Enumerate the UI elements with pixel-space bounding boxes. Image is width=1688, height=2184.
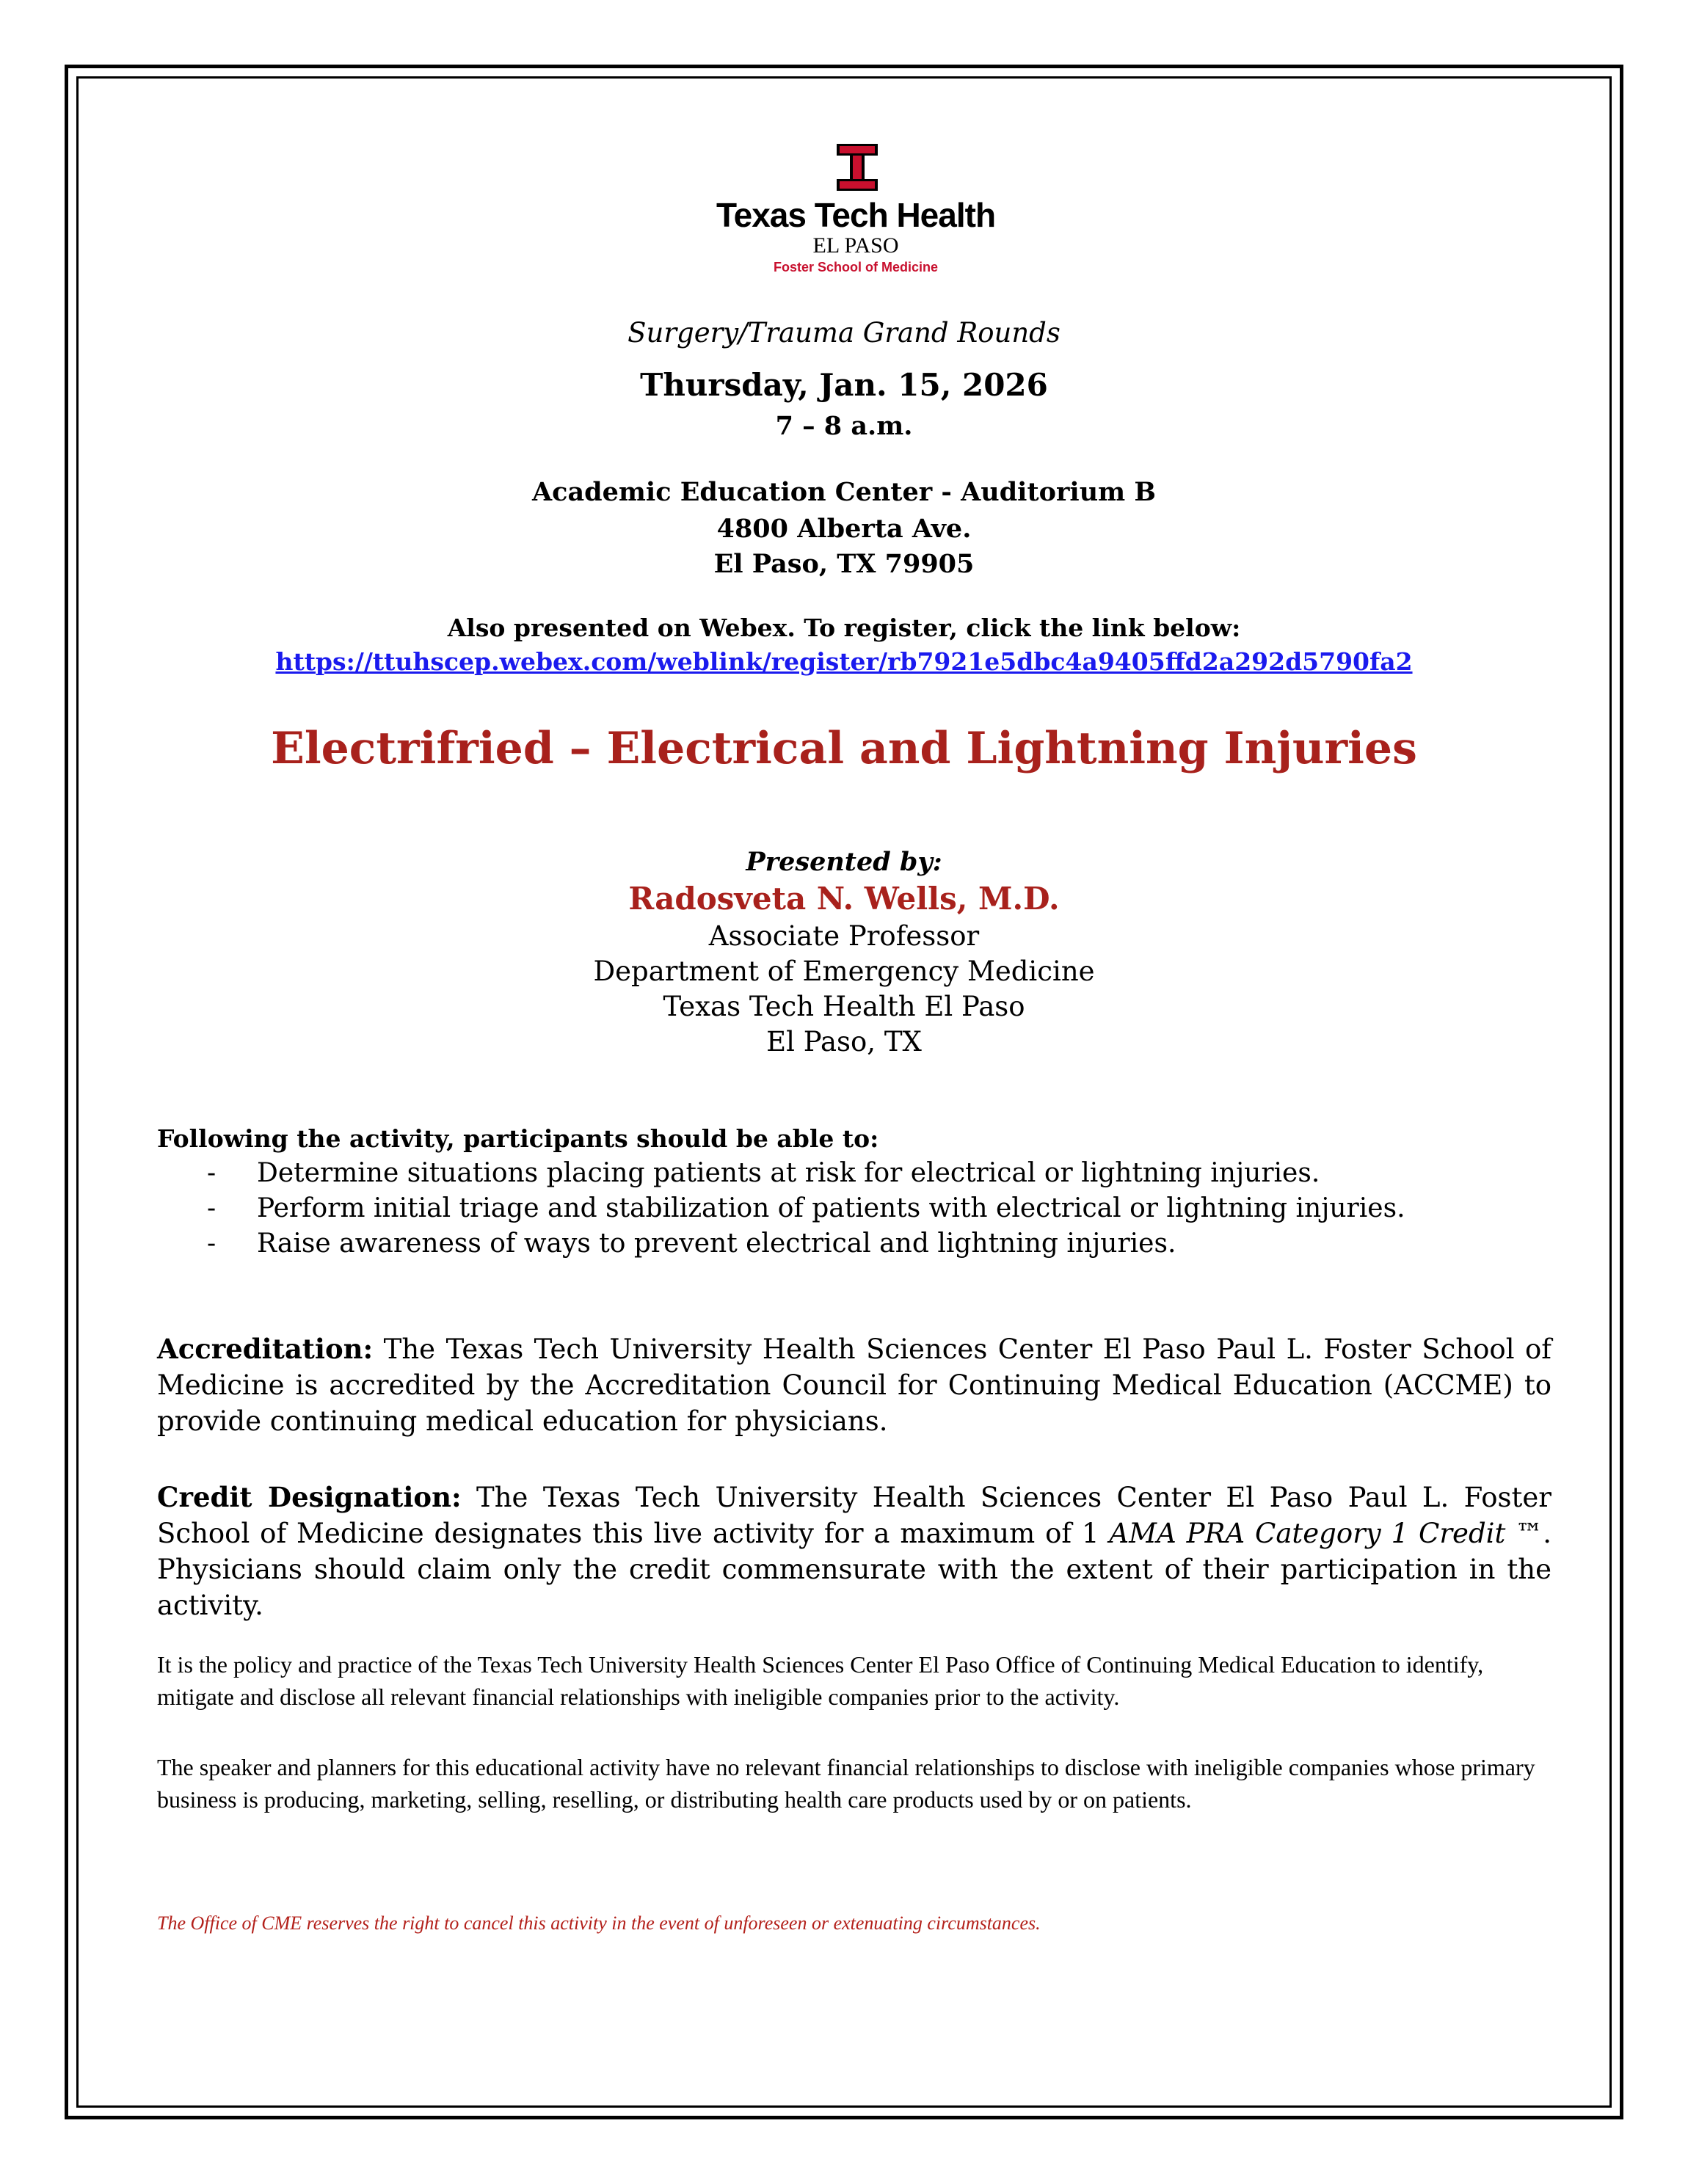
cancellation-notice: The Office of CME reserves the right to cancel this activity in the event of unforeseen or extenuating circumstances. [157,1912,1041,1934]
speaker-city: El Paso, TX [766,1026,922,1058]
credit-text-before: The Texas Tech University Health Sciences Center El Paso Paul L. Foster School of Medicine designates this live activity for a maximum of 1 [157,1482,1551,1549]
event-date: Thursday, Jan. 15, 2026 [640,367,1048,403]
texas-tech-health-logo [709,100,1003,310]
objective-text: Raise awareness of ways to prevent electrical and lightning injuries. [257,1228,1176,1259]
presented-by-label: Presented by: [746,847,942,877]
policy-statement: It is the policy and practice of the Texas Tech University Health Sciences Center El Paso Office of Continuing Medical Education to identify, mitigate and disclose all relevant financial relationships with ineligible companies prior to the activity. [157,1651,1484,1710]
speaker-title: Associate Professor [708,920,980,952]
objectives-heading: Following the activity, participants should be able to: [157,1124,879,1153]
speaker-name: Radosveta N. Wells, M.D. [628,881,1060,917]
disclosure-statement: The speaker and planners for this educational activity have no relevant financial relationships to disclose with ineligible companies whose primary business is producing, marketing, selling, reselling, or distributing health care products used by or on patients. [157,1754,1535,1813]
webex-note: Also presented on Webex. To register, click the link below: [447,614,1241,642]
location-street: 4800 Alberta Ave. [716,514,972,544]
logo-name: Texas Tech Health [716,196,996,234]
event-series: Surgery/Trauma Grand Rounds [627,317,1061,349]
credit-label: Credit Designation: [157,1481,462,1513]
speaker-department: Department of Emergency Medicine [593,956,1095,987]
credit-text-after: . Physicians should claim only the credit commensurate with the extent of their participation in the activity. [157,1518,1551,1621]
double-t-icon [835,142,879,194]
accreditation-label: Accreditation: [157,1333,374,1365]
logo-school: Foster School of Medicine [773,260,939,274]
bullet-dash: - [207,1228,217,1259]
speaker-institution: Texas Tech Health El Paso [663,991,1025,1022]
bullet-dash: - [207,1193,217,1223]
location-city: El Paso, TX 79905 [713,549,975,579]
accreditation-text: The Texas Tech University Health Sciences Center El Paso Paul L. Foster School of Medicine is accredited by the Accreditation Council for Continuing Medical Education (ACCME) to provide continuing medical education for physicians. [157,1333,1551,1437]
bullet-dash: - [207,1158,217,1188]
location-venue: Academic Education Center - Auditorium B [532,477,1156,507]
webex-register-link[interactable]: https://ttuhscep.webex.com/weblink/register/rb7921e5dbc4a9405ffd2a292d5790fa2 [275,647,1413,676]
credit-name: AMA PRA Category 1 Credit ™ [1109,1518,1543,1549]
logo-campus: EL PASO [812,233,899,258]
event-time: 7 – 8 a.m. [775,411,913,441]
presentation-title: Electrifried – Electrical and Lightning Injuries [271,723,1417,774]
credit-designation-statement [157,1479,1551,1623]
objective-text: Determine situations placing patients at risk for electrical or lightning injuries. [257,1158,1320,1188]
accreditation-statement [157,1331,1551,1439]
objective-text: Perform initial triage and stabilization of patients with electrical or lightning injuries. [257,1193,1405,1223]
